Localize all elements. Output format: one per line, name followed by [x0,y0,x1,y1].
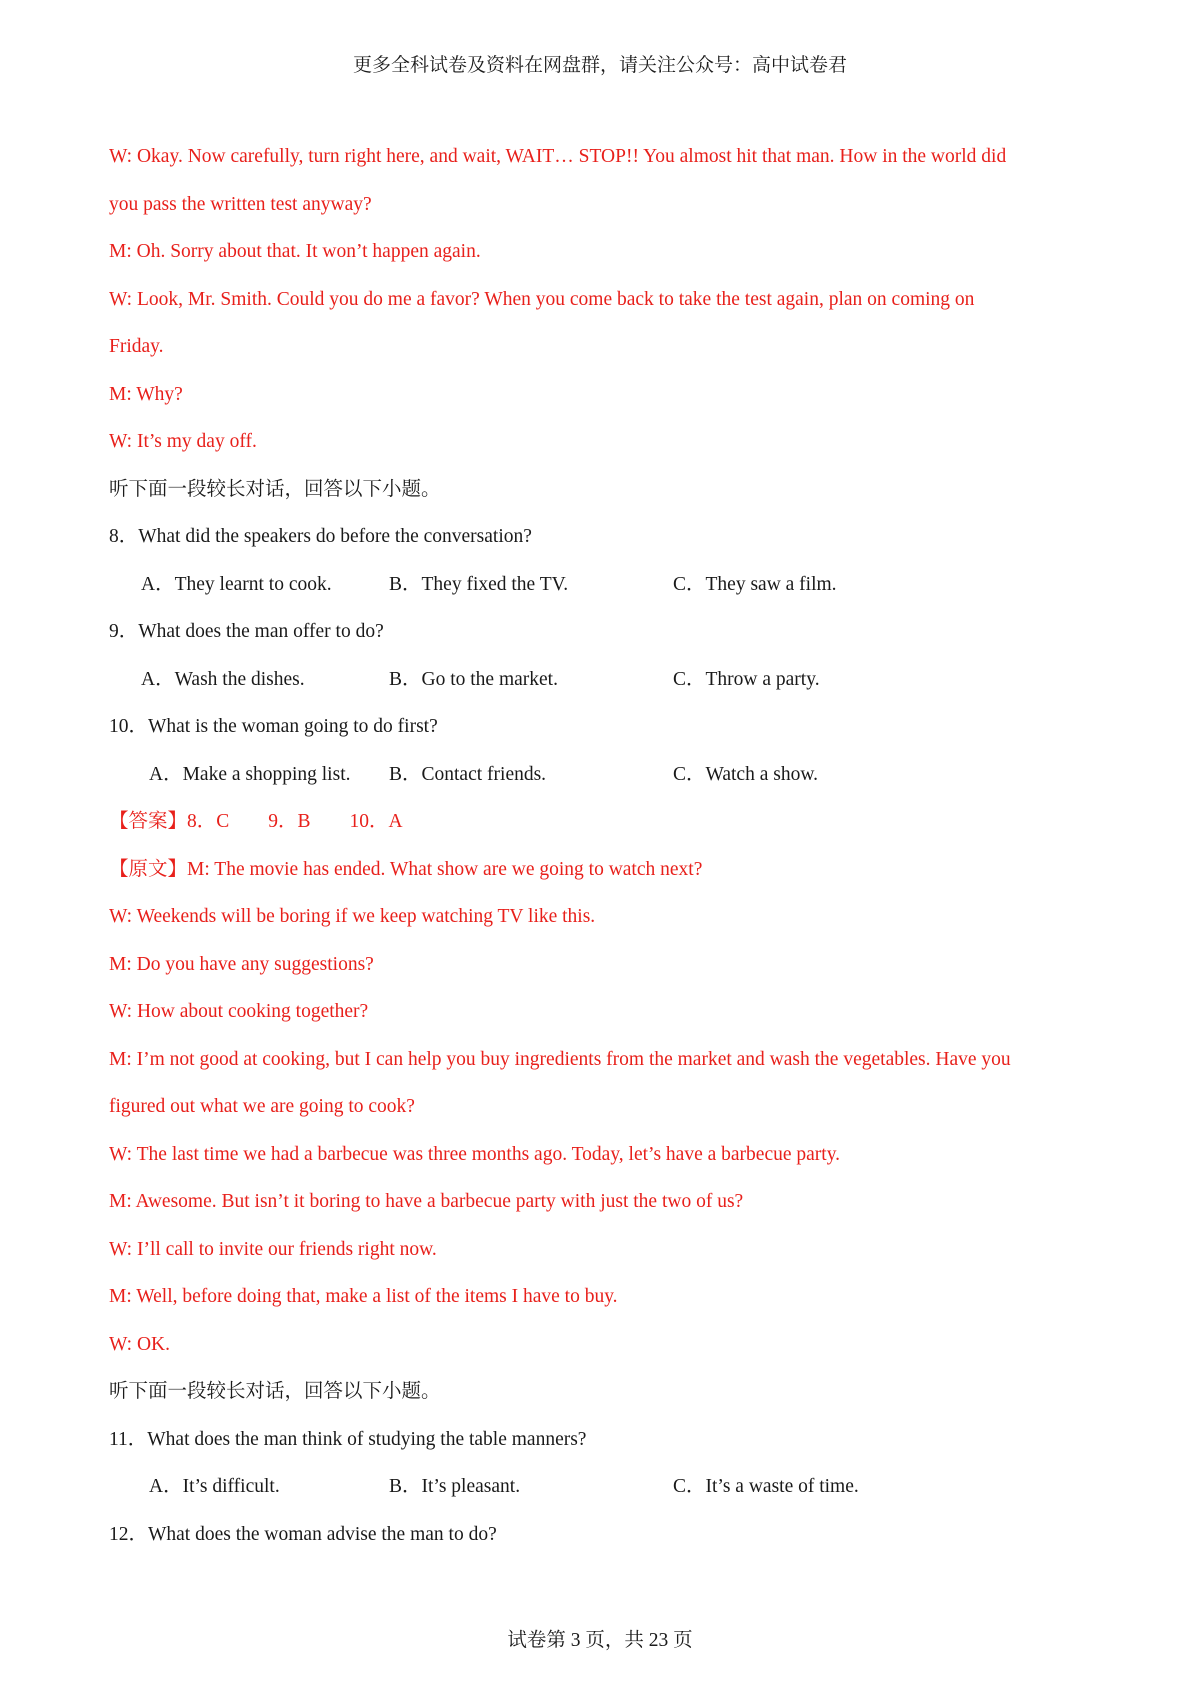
answer-option: B．They fixed the TV. [389,573,569,595]
answer-text-line: figured out what we are going to cook? [109,1096,415,1117]
question-line: 8．What did the speakers do before the conversation? [109,526,532,547]
answer-text-line: W: The last time we had a barbecue was three months ago. Today, let’s have a barbecue party. [109,1143,841,1165]
document-body [109,145,1109,1570]
answer-options-row [109,573,1109,621]
answer-text-line: M: Awesome. But isn’t it boring to have a barbecue party with just the two of us? [109,1191,744,1212]
answer-option: B．Go to the market. [389,668,558,690]
answer-text-line: M: Why? [109,383,183,405]
question-line: 10．What is the woman going to do first? [109,716,438,737]
answer-text-line: M: Oh. Sorry about that. It won’t happen again. [109,241,481,262]
answer-text-line: M: Do you have any suggestions? [109,953,374,975]
answer-text-line: W: OK. [109,1333,171,1355]
question-line: 12．What does the woman advise the man to do? [109,1523,497,1545]
answer-option: A．It’s difficult. [149,1476,280,1497]
answer-text-line: you pass the written test anyway? [109,193,372,215]
answer-option: C．It’s a waste of time. [673,1476,859,1497]
answer-text-line: W: Weekends will be boring if we keep watching TV like this. [109,906,596,927]
answer-option: C．They saw a film. [673,573,837,595]
answer-text-line: M: Well, before doing that, make a list of the items I have to buy. [109,1286,618,1307]
answer-option: A．Make a shopping list. [149,763,351,785]
answer-text-line: W: It’s my day off. [109,431,257,452]
question-line: 听下面一段较长对话，回答以下小题。 [109,1381,441,1402]
answer-option: B．Contact friends. [389,763,547,785]
answer-text-line: W: Look, Mr. Smith. Could you do me a favor? When you come back to take the test again, plan on coming on [109,288,975,310]
answer-option: A．They learnt to cook. [141,573,332,595]
answer-option: C．Watch a show. [673,763,819,785]
answer-text-line: M: I’m not good at cooking, but I can help you buy ingredients from the market and wash the vegetables. Have you [109,1048,1011,1070]
answer-options-row [109,1475,1109,1523]
answer-text-line: W: How about cooking together? [109,1001,369,1022]
answer-text-line: Friday. [109,336,164,357]
question-line: 听下面一段较长对话，回答以下小题。 [109,478,441,500]
answer-text-line: W: Okay. Now carefully, turn right here, and wait, WAIT… STOP!! You almost hit that man. How in the world did [109,146,1007,167]
answer-option: C．Throw a party. [673,668,820,690]
answer-option: A．Wash the dishes. [141,668,305,690]
question-line: 11．What does the man think of studying the table manners? [109,1428,587,1450]
answer-text-line: 【原文】M: The movie has ended. What show are we going to watch next? [109,858,703,880]
page-header: 更多全科试卷及资料在网盘群，请关注公众号：高中试卷君 [352,55,847,76]
answer-options-row [109,668,1109,716]
answer-text-line: W: I’ll call to invite our friends right now. [109,1238,437,1260]
page-footer: 试卷第 3 页，共 23 页 [507,1630,693,1651]
answer-options-row [109,763,1109,811]
answer-text-line: 【答案】8．C 9．B 10．A [109,811,403,832]
answer-option: B．It’s pleasant. [389,1476,521,1497]
question-line: 9．What does the man offer to do? [109,621,384,642]
